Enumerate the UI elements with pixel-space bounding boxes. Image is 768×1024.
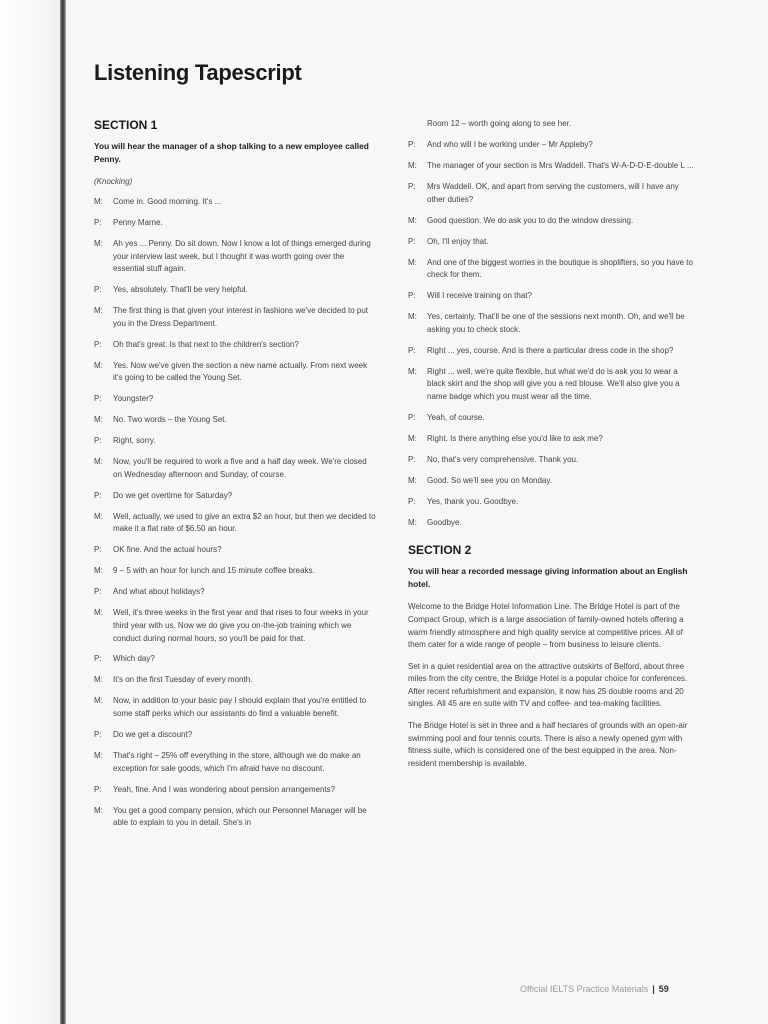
section-1-intro: You will hear the manager of a shop talking to a new employee called Penny. (94, 141, 369, 164)
dialogue-line (94, 750, 376, 775)
dialogue-line (408, 412, 696, 425)
right-column (408, 118, 696, 779)
dialogue-line (94, 729, 376, 742)
speaker-label: M: (408, 433, 417, 443)
dialogue-line (94, 544, 376, 557)
speaker-label: P: (94, 545, 102, 555)
speaker-label: M: (94, 238, 103, 248)
dialogue-line (94, 805, 376, 830)
dialogue-line (408, 181, 696, 206)
speaker-label: P: (408, 412, 416, 422)
book-spine (60, 0, 66, 1024)
dialogue-line (94, 784, 376, 797)
dialogue-line (408, 290, 696, 303)
dialogue-text: Right ... well, we're quite flexible, but what we'd do is ask you to wear a black skirt and the shop will give you a red blouse. We'll also give you a name badge which you must wear all the time. (427, 366, 680, 401)
speaker-label: M: (408, 312, 417, 322)
dialogue-text: Now, you'll be required to work a five and a half day week. We're closed on Wednesday afternoon and Sunday, of course. (113, 457, 367, 479)
dialogue-line (408, 345, 696, 358)
dialogue-line (94, 586, 376, 599)
dialogue-text: No, that's very comprehensive. Thank you. (427, 454, 579, 464)
dialogue-text: Right. Is there anything else you'd like to ask me? (427, 433, 603, 443)
dialogue-line (94, 490, 376, 503)
dialogue-line (94, 435, 376, 448)
speaker-label: M: (94, 360, 103, 370)
dialogue-continuation: Room 12 – worth going along to see her. (427, 119, 572, 128)
dialogue-text: Goodbye. (427, 517, 462, 527)
speaker-label: M: (94, 197, 103, 206)
dialogue-line (408, 454, 696, 467)
dialogue-text: Come in. Good morning. It's ... (113, 197, 222, 206)
speaker-label: P: (94, 587, 102, 597)
dialogue-line (94, 217, 376, 230)
dialogue-right (408, 139, 696, 529)
dialogue-text: And what about holidays? (113, 587, 205, 597)
speaker-label: M: (94, 511, 103, 521)
speaker-label: M: (408, 215, 417, 225)
dialogue-text: It's on the first Tuesday of every month. (113, 675, 253, 685)
dialogue-text: Penny Marne. (113, 217, 163, 227)
dialogue-text: Do we get overtime for Saturday? (113, 490, 233, 500)
dialogue-line (94, 238, 376, 276)
speaker-label: M: (94, 751, 103, 761)
dialogue-text: Which day? (113, 654, 155, 664)
dialogue-text: Will I receive training on that? (427, 291, 532, 301)
dialogue-line (408, 517, 696, 530)
speaker-label: P: (94, 436, 102, 446)
dialogue-text: And who will I be working under – Mr Appleby? (427, 139, 593, 149)
dialogue-text: You get a good company pension, which our Personnel Manager will be able to explain to you in detail. She's in (113, 805, 367, 828)
dialogue-line (408, 257, 696, 282)
speaker-label: M: (408, 160, 417, 170)
dialogue-text: That's right – 25% off everything in the store, although we do make an exception for sale goods, which I'm afraid have no discount. (113, 751, 361, 773)
dialogue-line (94, 305, 376, 330)
speaker-label: M: (94, 608, 103, 618)
dialogue-line (408, 215, 696, 228)
page-footer (520, 984, 669, 994)
dialogue-left (94, 196, 376, 830)
speaker-label: P: (408, 291, 416, 301)
publication-name: Official IELTS Practice Materials (520, 984, 649, 994)
dialogue-text: The manager of your section is Mrs Waddell. That's W-A-D-D-E-double L ... (427, 160, 694, 170)
dialogue-text: Yes, thank you. Goodbye. (427, 496, 519, 506)
left-column (94, 118, 376, 838)
speaker-label: P: (408, 139, 416, 149)
speaker-label: M: (94, 415, 103, 425)
page-margin (0, 0, 60, 1024)
dialogue-line (408, 496, 696, 509)
section-2-paragraph: Set in a quiet residential area on the attractive outskirts of Belford, about three miles from the city centre, the Bridge Hotel is a popular choice for conferences. After recent refurbishment and expansion, it now has 25 double rooms and 20 singles. All 45 are en suite with TV and coffee- and tea-making facilities. (408, 661, 688, 709)
speaker-label: M: (408, 517, 417, 527)
speaker-label: P: (94, 730, 102, 740)
dialogue-text: And one of the biggest worries in the boutique is shoplifters, so you have to check for them. (427, 257, 693, 280)
dialogue-text: Well, actually, we used to give an extra $2 an hour, but then we decided to make it a flat rate of $6.50 an hour. (113, 511, 376, 534)
dialogue-line (94, 414, 376, 427)
dialogue-line (408, 236, 696, 249)
dialogue-line (408, 433, 696, 446)
speaker-label: P: (94, 784, 102, 794)
dialogue-text: Yes, absolutely. That'll be very helpful. (113, 285, 248, 295)
dialogue-text: Yeah, fine. And I was wondering about pension arrangements? (113, 784, 336, 794)
dialogue-text: Mrs Waddell. OK, and apart from serving the customers, will I have any other duties? (427, 181, 679, 204)
speaker-label: P: (94, 217, 102, 227)
speaker-label: P: (94, 654, 102, 664)
dialogue-text: OK fine. And the actual hours? (113, 545, 222, 555)
dialogue-line (94, 695, 376, 720)
dialogue-line (408, 311, 696, 336)
speaker-label: M: (94, 675, 103, 685)
speaker-label: P: (408, 345, 416, 355)
speaker-label: M: (94, 306, 103, 316)
dialogue-line (94, 360, 376, 385)
dialogue-text: Yes. Now we've given the section a new name actually. From next week it's going to be called the Young Set. (113, 360, 368, 383)
dialogue-text: Oh that's great. Is that next to the children's section? (113, 339, 299, 349)
speaker-label: M: (408, 257, 417, 267)
section-2-paragraph: The Bridge Hotel is set in three and a half hectares of grounds with an open-air swimming pool and four tennis courts. There is also a newly opened gym with fitness suite, which is considered one of the best equipped in the area. Non-resident membership is available. (408, 721, 688, 768)
section-1-heading: SECTION 1 (94, 118, 158, 132)
dialogue-line (94, 511, 376, 536)
speaker-label: P: (408, 236, 416, 246)
dialogue-line (94, 339, 376, 352)
dialogue-text: The first thing is that given your interest in fashions we've decided to put you in the Dress Department. (113, 306, 368, 328)
dialogue-text: Ah yes ... Penny. Do sit down. Now I know a lot of things emerged during your interview last week, but I thought it was worth going over the essential stuff again. (113, 238, 371, 274)
dialogue-line (408, 475, 696, 488)
dialogue-text: Oh, I'll enjoy that. (427, 236, 489, 246)
dialogue-line (94, 653, 376, 666)
dialogue-text: No. Two words – the Young Set. (113, 415, 227, 425)
dialogue-text: Do we get a discount? (113, 730, 193, 740)
speaker-label: M: (408, 366, 417, 376)
page-number: 59 (658, 984, 669, 994)
dialogue-line (94, 393, 376, 406)
dialogue-text: Now, in addition to your basic pay I should explain that you're entitled to some staff perks which our assistants do find a valuable benefit. (113, 696, 367, 719)
section-2-heading: SECTION 2 (408, 543, 472, 558)
page-title: Listening Tapescript (94, 60, 302, 85)
speaker-label: M: (94, 696, 103, 706)
dialogue-line (94, 674, 376, 687)
dialogue-text: 9 – 5 with an hour for lunch and 15 minute coffee breaks. (113, 566, 315, 576)
section-2 (408, 543, 696, 770)
dialogue-text: Yes, certainly. That'll be one of the sessions next month. Oh, and we'll be asking you to check stock. (427, 312, 685, 334)
dialogue-text: Good question. We do ask you to do the window dressing. (427, 215, 634, 225)
speaker-label: M: (94, 457, 103, 467)
dialogue-text: Well, it's three weeks in the first year and that rises to four weeks in your third year with us. Now we do give you on-the-job training which we conduct during normal hours, so you'll be paid for that. (113, 608, 369, 643)
speaker-label: P: (94, 394, 102, 404)
dialogue-text: Yeah, of course. (427, 412, 485, 422)
speaker-label: P: (408, 454, 416, 464)
speaker-label: P: (94, 490, 102, 500)
speaker-label: P: (408, 496, 416, 506)
dialogue-line (408, 366, 696, 404)
dialogue-line (94, 565, 376, 578)
section-2-intro: You will hear a recorded message giving information about an English hotel. (408, 566, 688, 590)
speaker-label: M: (94, 805, 103, 815)
dialogue-line (408, 160, 696, 173)
speaker-label: P: (94, 339, 102, 349)
speaker-label: M: (94, 566, 103, 576)
footer-separator: | (652, 984, 655, 994)
dialogue-line (94, 607, 376, 645)
speaker-label: P: (94, 285, 102, 295)
dialogue-line (94, 284, 376, 297)
dialogue-line (94, 196, 376, 209)
dialogue-line (408, 139, 696, 152)
section-2-paragraph: Welcome to the Bridge Hotel Information Line. The Bridge Hotel is part of the Compact Group, which is a large association of family-owned hotels offering a warm friendly atmosphere and high quality service at competitive prices. All of them cater for a wide range of people – from business to leisure clients. (408, 602, 684, 650)
dialogue-text: Right ... yes, course. And is there a particular dress code in the shop? (427, 345, 674, 355)
stage-direction: (Knocking) (94, 177, 133, 186)
dialogue-text: Right, sorry. (113, 436, 156, 446)
speaker-label: M: (408, 475, 417, 485)
dialogue-text: Good. So we'll see you on Monday. (427, 475, 553, 485)
dialogue-line (94, 456, 376, 481)
speaker-label: P: (408, 181, 416, 191)
dialogue-text: Youngster? (113, 394, 154, 404)
